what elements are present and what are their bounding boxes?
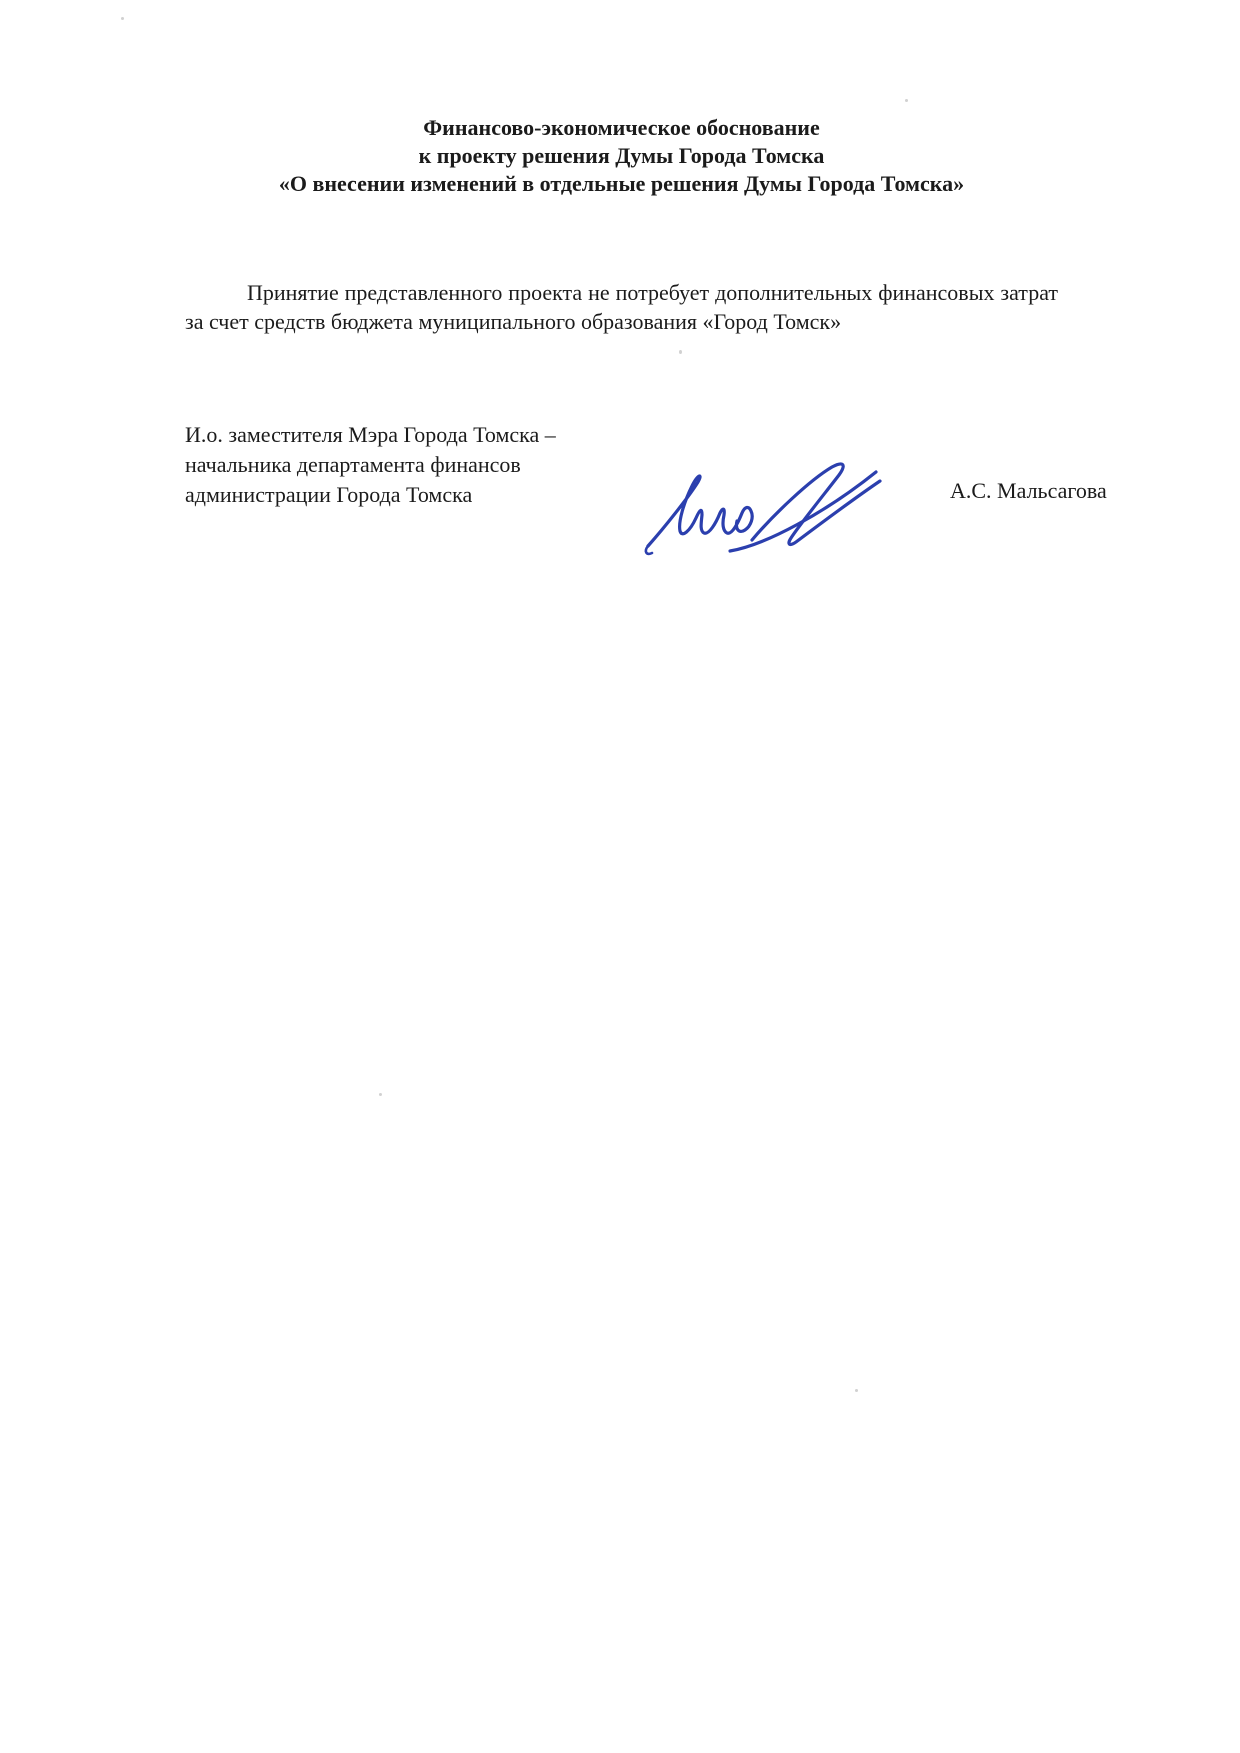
document-title: [185, 114, 1058, 198]
scan-speck: [121, 17, 124, 20]
signatory-position: [185, 420, 645, 510]
scan-speck: [379, 1093, 382, 1096]
signatory-name: А.С. Мальсагова: [950, 478, 1107, 503]
position-line-3: администрации Города Томска: [185, 482, 473, 507]
title-line-3: «О внесении изменений в отдельные решения Думы Города Томска»: [278, 171, 965, 196]
scan-speck: [855, 1389, 858, 1392]
body-paragraph: Принятие представленного проекта не потребует дополнительных финансовых затрат за счет средств бюджета муниципального образования «Город Томск»: [185, 280, 1058, 334]
position-line-2: начальника департамента финансов: [185, 452, 521, 477]
scan-speck: [679, 350, 682, 354]
title-line-1: Финансово-экономическое обоснование: [423, 115, 820, 140]
position-line-1: И.о. заместителя Мэра Города Томска –: [185, 422, 556, 447]
title-line-2: к проекту решения Думы Города Томска: [418, 143, 825, 168]
signature-block: [185, 420, 1115, 580]
handwritten-signature-icon: [640, 452, 890, 560]
scan-speck: [905, 99, 908, 102]
